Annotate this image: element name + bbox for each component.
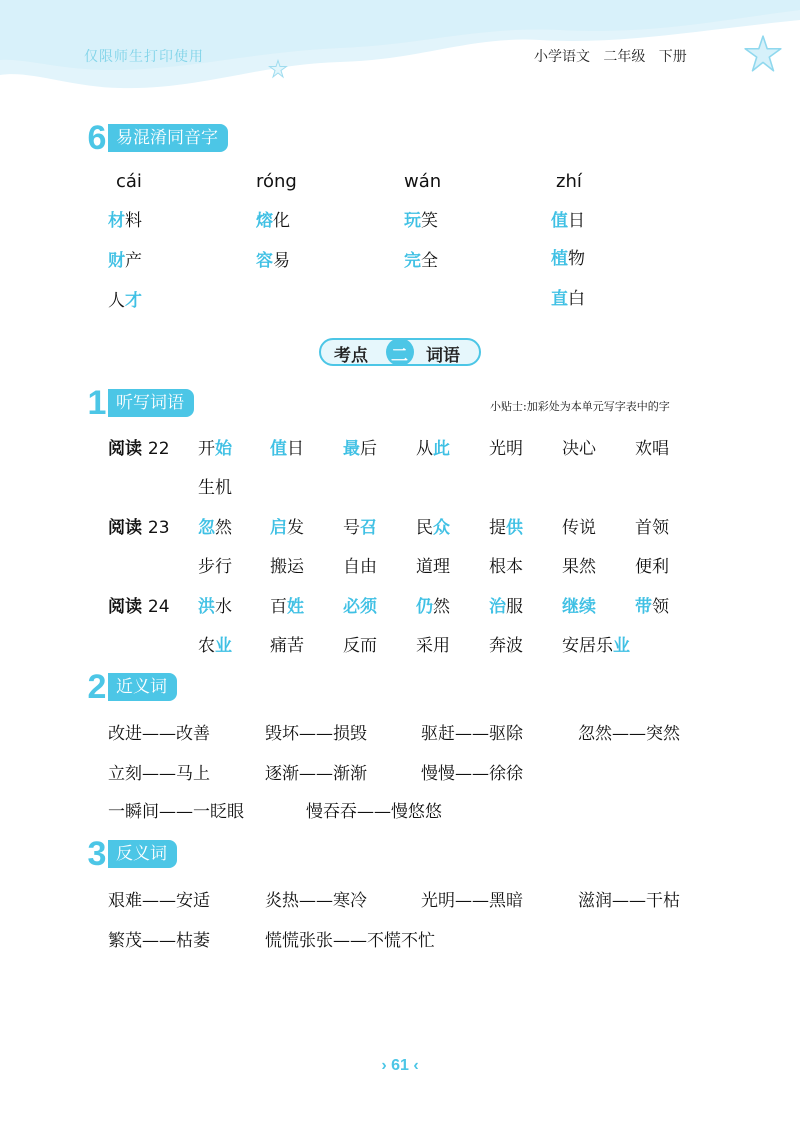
lesson-label: 阅读 24: [108, 597, 170, 617]
print-notice: 仅限师生打印使用: [84, 48, 204, 64]
tip-note: 小贴士:加彩处为本单元写字表中的字: [490, 400, 670, 413]
section-number: 2: [87, 668, 107, 706]
header-wave: [0, 0, 800, 140]
synonym-pair: 慢吞吞——慢悠悠: [306, 802, 442, 822]
vocab-word: 忽然: [198, 518, 232, 538]
homophone-word: 玩笑: [404, 211, 438, 231]
vocab-word: 奔波: [489, 636, 523, 656]
vocab-word: 继续: [562, 597, 596, 617]
synonym-pair: 忽然——突然: [578, 724, 680, 744]
lesson-label: 阅读 22: [108, 439, 170, 459]
vocab-word: 光明: [489, 439, 523, 459]
vocab-word: 最后: [343, 439, 377, 459]
banner-number: 二: [391, 346, 408, 366]
vocab-word: 号召: [343, 518, 377, 538]
banner-right: 词语: [426, 346, 460, 366]
vocab-word: 反而: [343, 636, 377, 656]
vocab-word: 决心: [562, 439, 596, 459]
vocab-word: 开始: [198, 439, 232, 459]
section-title: 听写词语: [108, 389, 194, 417]
pinyin-wan: wán: [404, 171, 442, 192]
vocab-word: 提供: [489, 518, 523, 538]
pinyin-zhi: zhí: [556, 171, 582, 192]
vocab-word: 民众: [416, 518, 450, 538]
vocab-word: 首领: [635, 518, 669, 538]
lesson-label: 阅读 23: [108, 518, 170, 538]
section-number: 3: [87, 835, 107, 873]
section-title: 近义词: [108, 673, 177, 701]
antonym-pair: 繁茂——枯萎: [108, 931, 210, 951]
vocab-word: 百姓: [270, 597, 304, 617]
section-title: 反义词: [108, 840, 177, 868]
antonym-pair: 光明——黑暗: [421, 891, 523, 911]
homophone-word: 完全: [404, 251, 438, 271]
synonym-pair: 驱赶——驱除: [421, 724, 523, 744]
antonym-pair: 炎热——寒冷: [265, 891, 367, 911]
homophone-word: 材料: [108, 211, 142, 231]
homophone-word: 容易: [256, 251, 290, 271]
vocab-word: 果然: [562, 557, 596, 577]
star-icon: [742, 33, 784, 75]
banner-left: 考点: [334, 346, 368, 366]
vocab-word: 步行: [198, 557, 232, 577]
topic-banner: [318, 336, 482, 368]
vocab-word: 仍然: [416, 597, 450, 617]
vocab-word: 农业: [198, 636, 232, 656]
synonym-pair: 一瞬间——一眨眼: [108, 802, 244, 822]
homophone-word: 人才: [108, 291, 142, 311]
antonym-pair: 艰难——安适: [108, 891, 210, 911]
section-title: 易混淆同音字: [108, 124, 228, 152]
synonym-pair: 慢慢——徐徐: [421, 764, 523, 784]
homophone-word: 直白: [551, 289, 585, 309]
section-heading-dictation: [86, 384, 194, 422]
vocab-word: 洪水: [198, 597, 232, 617]
pinyin-rong: róng: [256, 171, 297, 192]
small-star-icon: [268, 59, 288, 79]
page-number: › 61 ‹: [381, 1057, 419, 1074]
synonym-pair: 改进——改善: [108, 724, 210, 744]
vocab-word: 欢唱: [635, 439, 669, 459]
book-info: 小学语文 二年级 下册: [534, 49, 687, 65]
synonym-pair: 毁坏——损毁: [265, 724, 367, 744]
pinyin-cai: cái: [116, 171, 142, 192]
right-arrow-icon: ‹: [413, 1057, 419, 1074]
vocab-word: 采用: [416, 636, 450, 656]
vocab-word: 启发: [270, 518, 304, 538]
section-heading-homophones: [86, 119, 228, 157]
homophone-word: 值日: [551, 211, 585, 231]
synonym-pair: 立刻——马上: [108, 764, 210, 784]
vocab-word: 自由: [343, 557, 377, 577]
vocab-word: 生机: [198, 478, 232, 498]
homophone-word: 植物: [551, 249, 585, 269]
homophone-word: 熔化: [256, 211, 290, 231]
synonym-pair: 逐渐——渐渐: [265, 764, 367, 784]
vocab-word: 安居乐业: [562, 636, 630, 656]
section-number: 1: [87, 384, 107, 422]
vocab-word: 带领: [635, 597, 669, 617]
vocab-word: 道理: [416, 557, 450, 577]
vocab-word: 根本: [489, 557, 523, 577]
vocab-word: 从此: [416, 439, 450, 459]
vocab-word: 必须: [343, 597, 377, 617]
homophone-word: 财产: [108, 251, 142, 271]
antonym-pair: 滋润——干枯: [578, 891, 680, 911]
section-heading-synonyms: [86, 668, 177, 706]
vocab-word: 值日: [270, 439, 304, 459]
vocab-word: 便利: [635, 557, 669, 577]
vocab-word: 传说: [562, 518, 596, 538]
vocab-word: 治服: [489, 597, 523, 617]
section-heading-antonyms: [86, 835, 177, 873]
antonym-pair: 慌慌张张——不慌不忙: [265, 931, 435, 951]
vocab-word: 痛苦: [270, 636, 304, 656]
section-number: 6: [87, 119, 107, 157]
vocab-word: 搬运: [270, 557, 304, 577]
left-arrow-icon: ›: [381, 1057, 387, 1074]
